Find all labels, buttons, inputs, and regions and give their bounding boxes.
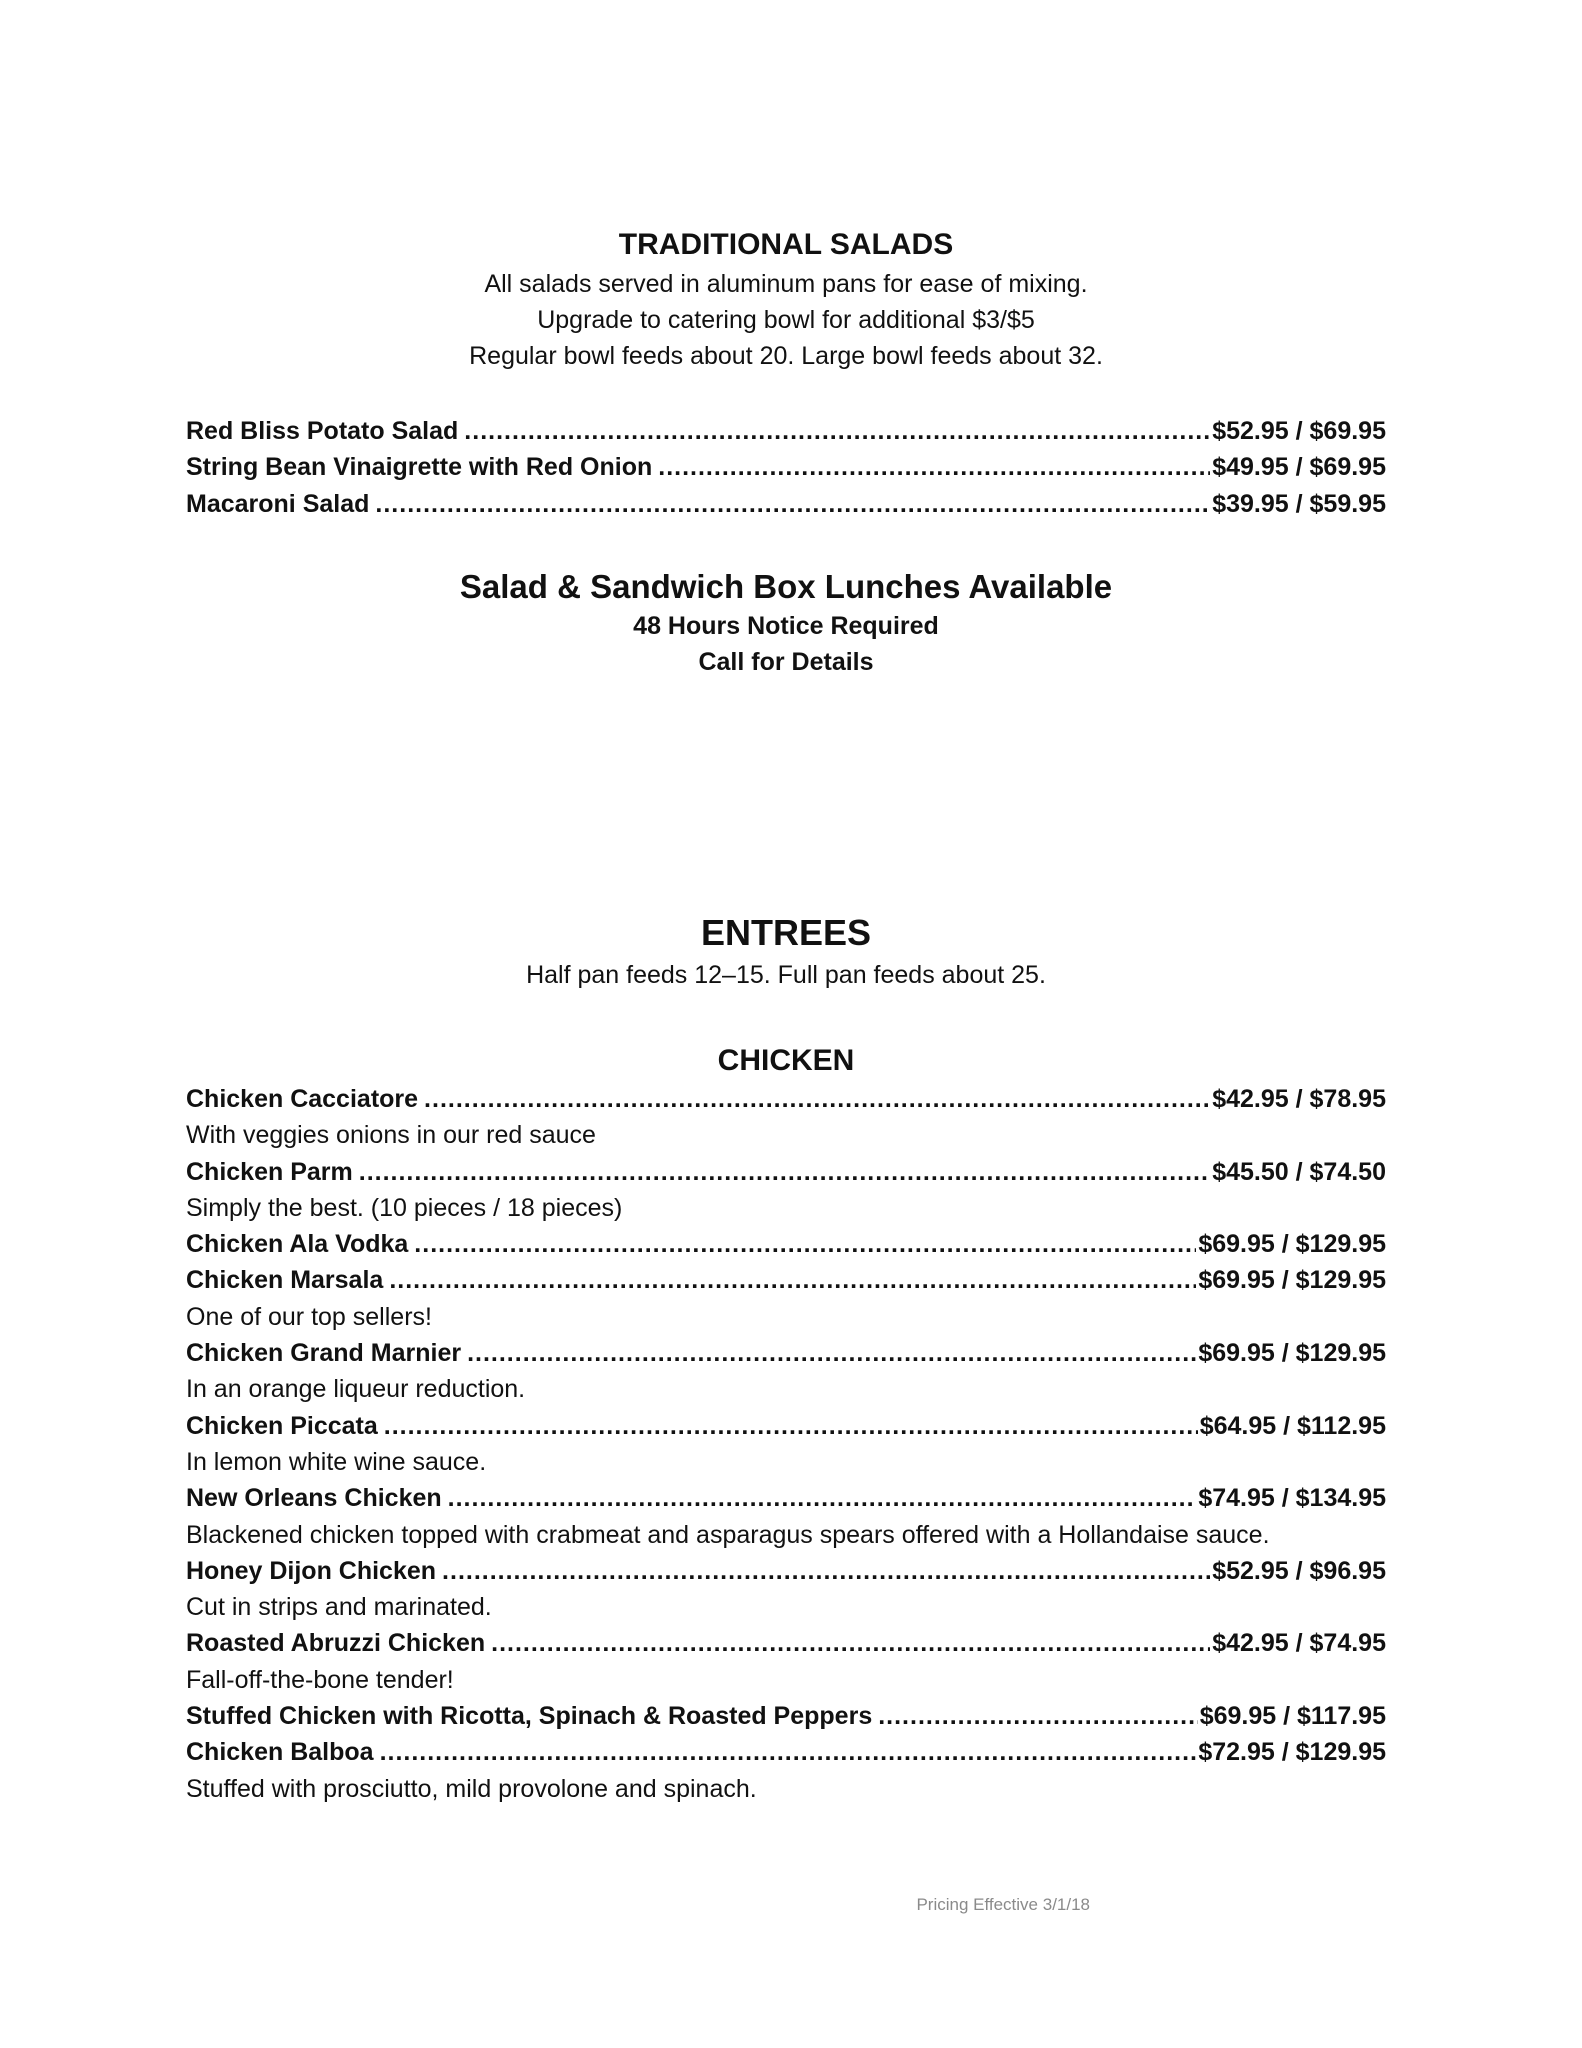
item-description: Cut in strips and marinated. — [186, 1593, 492, 1622]
item-price: $69.95 / $129.95 — [1198, 1230, 1386, 1259]
item-description: In an orange liqueur reduction. — [186, 1375, 526, 1404]
item-description: In lemon white wine sauce. — [186, 1447, 487, 1476]
item-description: Blackened chicken topped with crabmeat and asparagus spears offered with a Hollandaise sauce. — [186, 1520, 1270, 1549]
list-item — [186, 1154, 1386, 1190]
item-name: New Orleans Chicken — [186, 1484, 442, 1513]
leader-dots — [464, 413, 1210, 449]
item-description: Simply the best. (10 pieces / 18 pieces) — [186, 1193, 623, 1222]
box-lunches-title: Salad & Sandwich Box Lunches Available — [459, 568, 1113, 605]
salads-note: Upgrade to catering bowl for additional $3/$5 — [537, 306, 1035, 334]
list-item — [186, 1734, 1386, 1770]
item-price: $42.95 / $74.95 — [1212, 1629, 1386, 1658]
list-item — [186, 1625, 1386, 1661]
leader-dots — [467, 1335, 1196, 1371]
item-name: Chicken Cacciatore — [186, 1085, 419, 1113]
list-item — [186, 1553, 1386, 1589]
box-lunches-notice: 48 Hours Notice Required — [633, 612, 939, 640]
item-name: Honey Dijon Chicken — [186, 1556, 437, 1585]
item-price: $49.95 / $69.95 — [1212, 453, 1386, 482]
item-price: $39.95 / $59.95 — [1212, 489, 1386, 518]
item-price: $69.95 / $117.95 — [1199, 1702, 1386, 1731]
box-lunches-call: Call for Details — [698, 648, 874, 676]
list-item — [186, 1226, 1386, 1262]
leader-dots — [448, 1480, 1197, 1516]
item-price: $45.50 / $74.50 — [1212, 1157, 1386, 1186]
item-price: $64.95 / $112.95 — [1199, 1411, 1386, 1440]
leader-dots — [424, 1081, 1210, 1117]
item-price: $42.95 / $78.95 — [1212, 1085, 1386, 1113]
item-description: One of our top sellers! — [186, 1302, 432, 1331]
leader-dots — [375, 486, 1210, 522]
leader-dots — [389, 1262, 1196, 1298]
list-item — [186, 1408, 1386, 1444]
list-item — [186, 413, 1386, 449]
leader-dots — [491, 1625, 1210, 1661]
item-price: $52.95 / $96.95 — [1212, 1556, 1386, 1585]
item-name: Macaroni Salad — [186, 489, 370, 518]
item-name: Chicken Grand Marnier — [186, 1339, 462, 1368]
leader-dots — [878, 1698, 1197, 1734]
item-name: Chicken Ala Vodka — [186, 1230, 409, 1259]
item-name: Stuffed Chicken with Ricotta, Spinach & Roasted Peppers — [186, 1702, 873, 1731]
list-item — [186, 1698, 1386, 1734]
salads-title: TRADITIONAL SALADS — [618, 228, 954, 261]
leader-dots — [359, 1154, 1210, 1190]
item-description: Stuffed with prosciutto, mild provolone and spinach. — [186, 1774, 757, 1803]
list-item — [186, 1262, 1386, 1298]
list-item — [186, 449, 1386, 485]
list-item — [186, 486, 1386, 522]
salads-note: All salads served in aluminum pans for ease of mixing. — [484, 270, 1088, 298]
entrees-title: ENTREES — [700, 912, 872, 953]
entrees-note: Half pan feeds 12–15. Full pan feeds about 25. — [526, 961, 1046, 989]
list-item — [186, 1335, 1386, 1371]
leader-dots — [414, 1226, 1196, 1262]
item-description: With veggies onions in our red sauce — [186, 1121, 596, 1150]
item-name: String Bean Vinaigrette with Red Onion — [186, 453, 653, 482]
item-name: Chicken Piccata — [186, 1411, 378, 1440]
item-name: Roasted Abruzzi Chicken — [186, 1629, 486, 1658]
item-name: Red Bliss Potato Salad — [186, 417, 459, 445]
leader-dots — [658, 449, 1210, 485]
item-name: Chicken Marsala — [186, 1266, 384, 1295]
item-name: Chicken Parm — [186, 1157, 353, 1186]
salads-notes — [186, 266, 1386, 374]
leader-dots — [442, 1553, 1210, 1589]
item-name: Chicken Balboa — [186, 1738, 374, 1767]
item-price: $69.95 / $129.95 — [1198, 1266, 1386, 1295]
menu-page — [186, 0, 1386, 2048]
salads-note: Regular bowl feeds about 20. Large bowl feeds about 32. — [469, 342, 1103, 370]
list-item — [186, 1081, 1386, 1117]
leader-dots — [380, 1734, 1197, 1770]
item-price: $72.95 / $129.95 — [1198, 1738, 1386, 1767]
chicken-list — [186, 1081, 1386, 1807]
pricing-effective-footer: Pricing Effective 3/1/18 — [916, 1895, 1090, 1914]
list-item — [186, 1480, 1386, 1516]
chicken-title: CHICKEN — [717, 1044, 855, 1077]
salads-list — [186, 413, 1386, 522]
item-price: $52.95 / $69.95 — [1212, 417, 1386, 445]
item-description: Fall-off-the-bone tender! — [186, 1665, 454, 1694]
leader-dots — [384, 1408, 1198, 1444]
item-price: $69.95 / $129.95 — [1198, 1339, 1386, 1368]
item-price: $74.95 / $134.95 — [1198, 1484, 1386, 1513]
